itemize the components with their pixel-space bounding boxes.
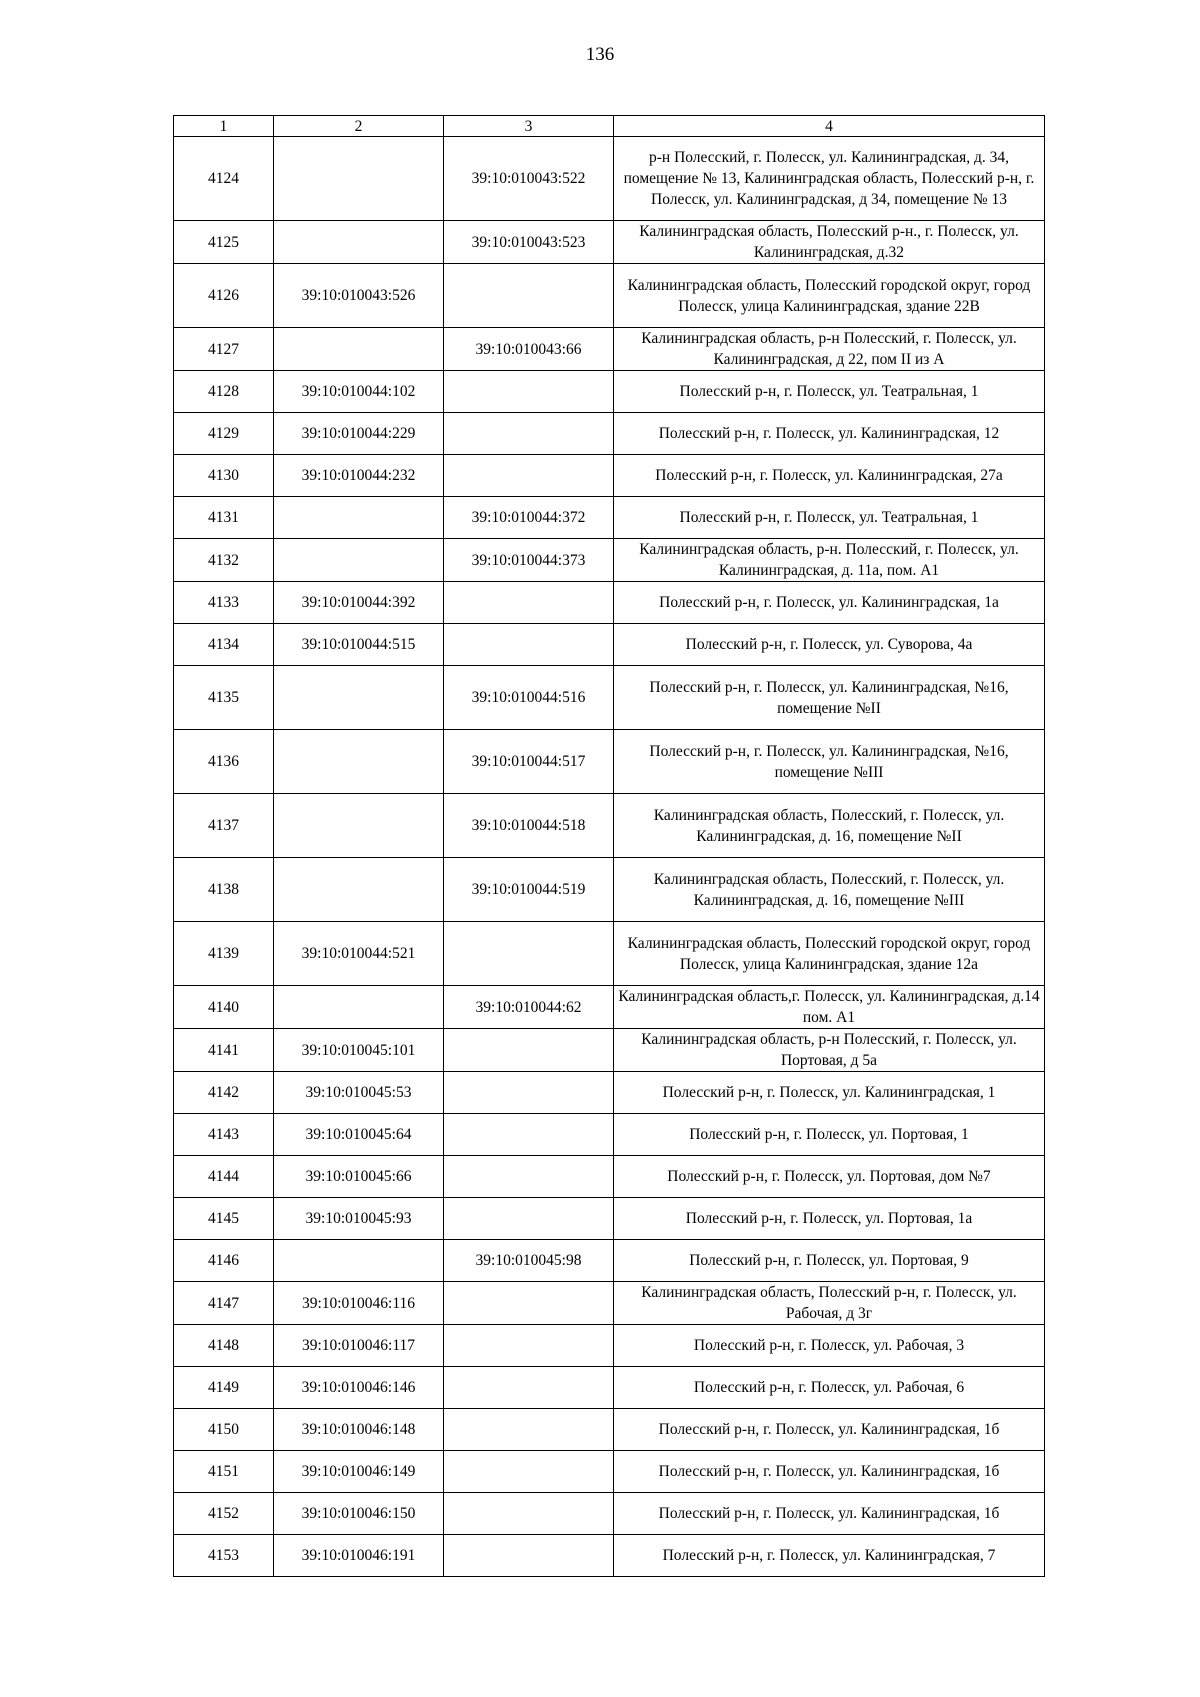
cadastral-number-col2-cell bbox=[274, 986, 444, 1029]
address-cell: Полесский р-н, г. Полесск, ул. Калининградская, 1б bbox=[614, 1409, 1045, 1451]
cadastral-number-col3-cell bbox=[444, 1198, 614, 1240]
cadastral-number-col3-cell bbox=[444, 264, 614, 328]
row-number-cell: 4153 bbox=[174, 1535, 274, 1577]
table-row bbox=[174, 986, 1045, 1029]
address-cell: Калининградская область, р-н. Полесский, г. Полесск, ул. Калининградская, д. 11а, пом. А1 bbox=[614, 539, 1045, 582]
row-number-cell: 4139 bbox=[174, 922, 274, 986]
table-row bbox=[174, 922, 1045, 986]
address-cell: Полесский р-н, г. Полесск, ул. Портовая, дом №7 bbox=[614, 1156, 1045, 1198]
table-row bbox=[174, 1325, 1045, 1367]
address-cell: Полесский р-н, г. Полесск, ул. Портовая, 1 bbox=[614, 1114, 1045, 1156]
table-row bbox=[174, 1535, 1045, 1577]
table-row bbox=[174, 1156, 1045, 1198]
address-cell: Полесский р-н, г. Полесск, ул. Рабочая, 6 bbox=[614, 1367, 1045, 1409]
row-number-cell: 4151 bbox=[174, 1451, 274, 1493]
cadastral-number-col3-cell: 39:10:010044:517 bbox=[444, 730, 614, 794]
row-number-cell: 4129 bbox=[174, 413, 274, 455]
table-row bbox=[174, 413, 1045, 455]
cadastral-number-col2-cell bbox=[274, 858, 444, 922]
cadastral-number-col2-cell: 39:10:010045:53 bbox=[274, 1072, 444, 1114]
table-row bbox=[174, 794, 1045, 858]
address-cell: р-н Полесский, г. Полесск, ул. Калининградская, д. 34, помещение № 13, Калининградская область, Полесский р-н, г. Полесск, ул. Калининградская, д 34, помещение № 13 bbox=[614, 137, 1045, 221]
row-number-cell: 4128 bbox=[174, 371, 274, 413]
row-number-cell: 4126 bbox=[174, 264, 274, 328]
cadastral-number-col2-cell: 39:10:010044:229 bbox=[274, 413, 444, 455]
table-row bbox=[174, 137, 1045, 221]
cadastral-number-col3-cell bbox=[444, 371, 614, 413]
address-cell: Калининградская область, р-н Полесский, г. Полесск, ул. Калининградская, д 22, пом II из А bbox=[614, 328, 1045, 371]
row-number-cell: 4148 bbox=[174, 1325, 274, 1367]
cadastral-number-col2-cell bbox=[274, 794, 444, 858]
cadastral-number-col3-cell bbox=[444, 455, 614, 497]
cadastral-number-col2-cell bbox=[274, 666, 444, 730]
cadastral-number-col3-cell bbox=[444, 1409, 614, 1451]
cadastral-number-col3-cell: 39:10:010043:522 bbox=[444, 137, 614, 221]
table-row bbox=[174, 1367, 1045, 1409]
table-header-row bbox=[174, 116, 1045, 137]
row-number-cell: 4142 bbox=[174, 1072, 274, 1114]
cadastral-number-col3-cell: 39:10:010044:62 bbox=[444, 986, 614, 1029]
address-cell: Калининградская область, Полесский р-н., г. Полесск, ул. Калининградская, д.32 bbox=[614, 221, 1045, 264]
row-number-cell: 4133 bbox=[174, 582, 274, 624]
table-body bbox=[174, 137, 1045, 1577]
cadastral-number-col2-cell: 39:10:010046:148 bbox=[274, 1409, 444, 1451]
table-row bbox=[174, 1240, 1045, 1282]
cadastral-number-col2-cell bbox=[274, 221, 444, 264]
row-number-cell: 4136 bbox=[174, 730, 274, 794]
cadastral-number-col3-cell bbox=[444, 1451, 614, 1493]
cadastral-number-col3-cell bbox=[444, 1072, 614, 1114]
cadastral-number-col3-cell: 39:10:010044:516 bbox=[444, 666, 614, 730]
address-cell: Полесский р-н, г. Полесск, ул. Рабочая, 3 bbox=[614, 1325, 1045, 1367]
cadastral-number-col2-cell: 39:10:010043:526 bbox=[274, 264, 444, 328]
table-row bbox=[174, 221, 1045, 264]
row-number-cell: 4138 bbox=[174, 858, 274, 922]
address-cell: Калининградская область, Полесский, г. Полесск, ул. Калининградская, д. 16, помещение №III bbox=[614, 858, 1045, 922]
row-number-cell: 4145 bbox=[174, 1198, 274, 1240]
row-number-cell: 4127 bbox=[174, 328, 274, 371]
address-cell: Калининградская область, р-н Полесский, г. Полесск, ул. Портовая, д 5а bbox=[614, 1029, 1045, 1072]
address-cell: Калининградская область, Полесский, г. Полесск, ул. Калининградская, д. 16, помещение №II bbox=[614, 794, 1045, 858]
address-cell: Полесский р-н, г. Полесск, ул. Калининградская, 12 bbox=[614, 413, 1045, 455]
cadastral-number-col3-cell bbox=[444, 1029, 614, 1072]
address-cell: Полесский р-н, г. Полесск, ул. Калининградская, №16, помещение №II bbox=[614, 666, 1045, 730]
table-row bbox=[174, 455, 1045, 497]
table-row bbox=[174, 1493, 1045, 1535]
cadastral-number-col3-cell: 39:10:010043:66 bbox=[444, 328, 614, 371]
row-number-cell: 4152 bbox=[174, 1493, 274, 1535]
row-number-cell: 4141 bbox=[174, 1029, 274, 1072]
table-row bbox=[174, 666, 1045, 730]
cadastral-number-col3-cell bbox=[444, 1156, 614, 1198]
cadastral-number-col2-cell bbox=[274, 730, 444, 794]
cadastral-number-col2-cell: 39:10:010046:150 bbox=[274, 1493, 444, 1535]
table-row bbox=[174, 582, 1045, 624]
table-row bbox=[174, 624, 1045, 666]
cadastral-number-col2-cell: 39:10:010046:146 bbox=[274, 1367, 444, 1409]
cadastral-number-col3-cell: 39:10:010044:373 bbox=[444, 539, 614, 582]
cadastral-number-col2-cell bbox=[274, 497, 444, 539]
row-number-cell: 4150 bbox=[174, 1409, 274, 1451]
cadastral-number-col3-cell bbox=[444, 1114, 614, 1156]
table-row bbox=[174, 858, 1045, 922]
address-cell: Полесский р-н, г. Полесск, ул. Калининградская, 1б bbox=[614, 1493, 1045, 1535]
cadastral-number-col3-cell bbox=[444, 1325, 614, 1367]
table-row bbox=[174, 1409, 1045, 1451]
address-cell: Полесский р-н, г. Полесск, ул. Калининградская, 27а bbox=[614, 455, 1045, 497]
cadastral-number-col2-cell: 39:10:010046:116 bbox=[274, 1282, 444, 1325]
cadastral-number-col2-cell: 39:10:010045:101 bbox=[274, 1029, 444, 1072]
cadastral-number-col3-cell: 39:10:010045:98 bbox=[444, 1240, 614, 1282]
table-row bbox=[174, 1114, 1045, 1156]
row-number-cell: 4132 bbox=[174, 539, 274, 582]
row-number-cell: 4146 bbox=[174, 1240, 274, 1282]
row-number-cell: 4149 bbox=[174, 1367, 274, 1409]
table-row bbox=[174, 730, 1045, 794]
cadastral-number-col3-cell bbox=[444, 582, 614, 624]
cadastral-number-col3-cell bbox=[444, 1282, 614, 1325]
cadastral-number-col3-cell bbox=[444, 1493, 614, 1535]
table-row bbox=[174, 497, 1045, 539]
row-number-cell: 4140 bbox=[174, 986, 274, 1029]
cadastral-number-col2-cell: 39:10:010046:191 bbox=[274, 1535, 444, 1577]
cadastral-number-col3-cell bbox=[444, 413, 614, 455]
address-cell: Полесский р-н, г. Полесск, ул. Калининградская, 1 bbox=[614, 1072, 1045, 1114]
cadastral-number-col2-cell: 39:10:010044:232 bbox=[274, 455, 444, 497]
address-cell: Полесский р-н, г. Полесск, ул. Театральная, 1 bbox=[614, 497, 1045, 539]
row-number-cell: 4130 bbox=[174, 455, 274, 497]
column-header-2: 2 bbox=[274, 116, 444, 137]
cadastral-number-col3-cell: 39:10:010044:519 bbox=[444, 858, 614, 922]
cadastral-number-col3-cell: 39:10:010044:518 bbox=[444, 794, 614, 858]
page-number: 136 bbox=[585, 44, 615, 65]
row-number-cell: 4135 bbox=[174, 666, 274, 730]
table-row bbox=[174, 1282, 1045, 1325]
cadastral-number-col2-cell: 39:10:010045:64 bbox=[274, 1114, 444, 1156]
address-cell: Полесский р-н, г. Полесск, ул. Театральная, 1 bbox=[614, 371, 1045, 413]
row-number-cell: 4144 bbox=[174, 1156, 274, 1198]
address-cell: Полесский р-н, г. Полесск, ул. Портовая, 9 bbox=[614, 1240, 1045, 1282]
table-row bbox=[174, 328, 1045, 371]
table-row bbox=[174, 539, 1045, 582]
cadastral-number-col3-cell bbox=[444, 922, 614, 986]
cadastral-number-col2-cell: 39:10:010046:149 bbox=[274, 1451, 444, 1493]
table-row bbox=[174, 264, 1045, 328]
cadastral-number-col2-cell: 39:10:010044:102 bbox=[274, 371, 444, 413]
cadastral-number-col2-cell: 39:10:010046:117 bbox=[274, 1325, 444, 1367]
cadastral-number-col2-cell bbox=[274, 328, 444, 371]
table-row bbox=[174, 1451, 1045, 1493]
column-header-3: 3 bbox=[444, 116, 614, 137]
address-cell: Калининградская область, Полесский городской округ, город Полесск, улица Калининградская, здание 12а bbox=[614, 922, 1045, 986]
cadastral-number-col3-cell bbox=[444, 624, 614, 666]
row-number-cell: 4125 bbox=[174, 221, 274, 264]
table-row bbox=[174, 371, 1045, 413]
row-number-cell: 4131 bbox=[174, 497, 274, 539]
cadastral-number-col3-cell bbox=[444, 1535, 614, 1577]
column-header-4: 4 bbox=[614, 116, 1045, 137]
address-cell: Калининградская область, Полесский р-н, г. Полесск, ул. Рабочая, д 3г bbox=[614, 1282, 1045, 1325]
cadastral-number-col2-cell bbox=[274, 539, 444, 582]
cadastral-number-col3-cell bbox=[444, 1367, 614, 1409]
cadastral-number-col2-cell: 39:10:010044:515 bbox=[274, 624, 444, 666]
cadastral-number-col2-cell: 39:10:010045:66 bbox=[274, 1156, 444, 1198]
address-cell: Полесский р-н, г. Полесск, ул. Калининградская, 1а bbox=[614, 582, 1045, 624]
row-number-cell: 4137 bbox=[174, 794, 274, 858]
cadastral-number-col2-cell: 39:10:010044:521 bbox=[274, 922, 444, 986]
address-cell: Полесский р-н, г. Полесск, ул. Калининградская, 7 bbox=[614, 1535, 1045, 1577]
address-cell: Полесский р-н, г. Полесск, ул. Портовая, 1а bbox=[614, 1198, 1045, 1240]
registry-table bbox=[173, 115, 1045, 1577]
cadastral-number-col3-cell: 39:10:010043:523 bbox=[444, 221, 614, 264]
table-row bbox=[174, 1072, 1045, 1114]
address-cell: Полесский р-н, г. Полесск, ул. Калининградская, 1б bbox=[614, 1451, 1045, 1493]
row-number-cell: 4147 bbox=[174, 1282, 274, 1325]
address-cell: Полесский р-н, г. Полесск, ул. Суворова, 4а bbox=[614, 624, 1045, 666]
cadastral-number-col2-cell: 39:10:010045:93 bbox=[274, 1198, 444, 1240]
column-header-1: 1 bbox=[174, 116, 274, 137]
table-row bbox=[174, 1198, 1045, 1240]
row-number-cell: 4134 bbox=[174, 624, 274, 666]
cadastral-number-col2-cell bbox=[274, 137, 444, 221]
table-row bbox=[174, 1029, 1045, 1072]
cadastral-number-col2-cell: 39:10:010044:392 bbox=[274, 582, 444, 624]
row-number-cell: 4124 bbox=[174, 137, 274, 221]
cadastral-number-col2-cell bbox=[274, 1240, 444, 1282]
row-number-cell: 4143 bbox=[174, 1114, 274, 1156]
address-cell: Полесский р-н, г. Полесск, ул. Калининградская, №16, помещение №III bbox=[614, 730, 1045, 794]
cadastral-number-col3-cell: 39:10:010044:372 bbox=[444, 497, 614, 539]
address-cell: Калининградская область,г. Полесск, ул. Калининградская, д.14 пом. А1 bbox=[614, 986, 1045, 1029]
address-cell: Калининградская область, Полесский городской округ, город Полесск, улица Калининградская, здание 22В bbox=[614, 264, 1045, 328]
